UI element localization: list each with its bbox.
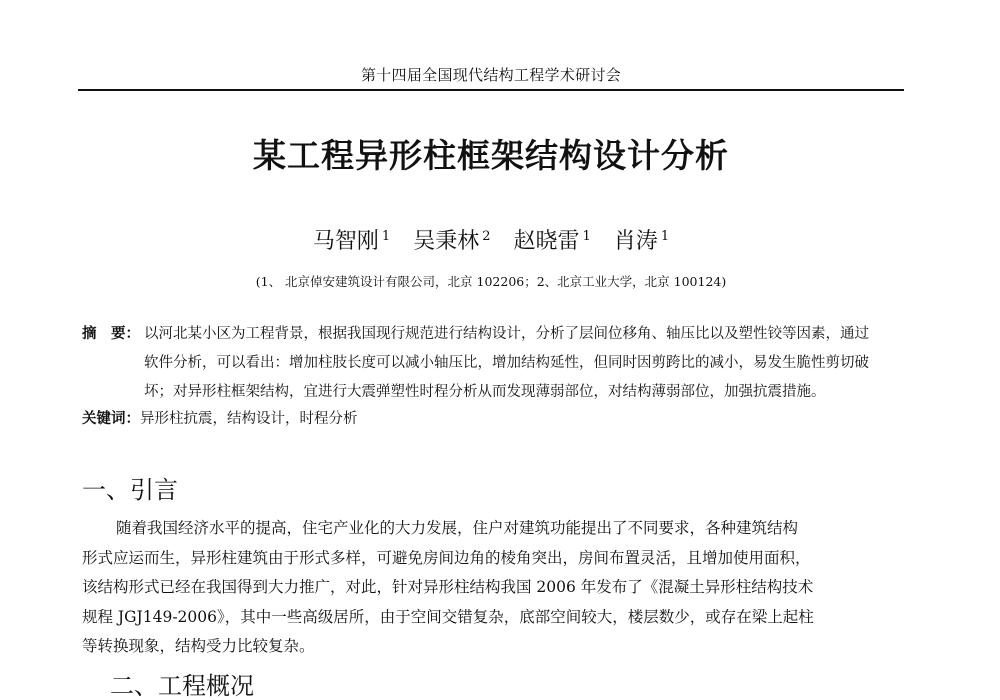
author-1 [313, 229, 390, 254]
author-affiliation-mark: 1 [381, 228, 391, 244]
abstract-line: 软件分析，可以看出：增加柱肢长度可以减小轴压比，增加结构延性，但同时因剪跨比的减小，易发生脆性剪切破 [144, 355, 869, 371]
paper-title: 某工程异形柱框架结构设计分析 [253, 136, 729, 175]
author-4 [614, 229, 669, 254]
author-name: 吴秉林 [413, 229, 480, 254]
section-heading-project-overview: 二、工程概况 [110, 672, 254, 700]
author-affiliation-mark: 2 [482, 228, 491, 244]
abstract-line: 以河北某小区为工程背景，根据我国现行规范进行结构设计，分析了层间位移角、轴压比以及塑性铰等因素，通过 [144, 326, 869, 342]
abstract [82, 320, 912, 407]
paragraph-line: 随着我国经济水平的提高，住宅产业化的大力发展，住户对建筑功能提出了不同要求，各种建筑结构 [116, 519, 799, 537]
author-3 [514, 229, 591, 254]
author-name: 赵晓雷 [513, 229, 580, 254]
header-rule [78, 89, 904, 91]
author-list [78, 224, 904, 255]
paragraph-line: 等转换现象，结构受力比较复杂。 [82, 637, 315, 655]
section-heading-introduction: 一、引言 [82, 476, 178, 504]
paragraph-line: 形式应运而生，异形柱建筑由于形式多样，可避免房间边角的棱角突出，房间布置灵活，且增加使用面积， [82, 548, 811, 567]
author-affiliation-mark: 1 [660, 228, 670, 244]
paragraph-line: 该结构形式已经在我国得到大力推广，对此，针对异形柱结构我国 2006 年发布了《混凝土异形柱结构技术 [82, 578, 814, 596]
keywords [82, 405, 912, 434]
conference-header: 第十四届全国现代结构工程学术研讨会 [360, 66, 622, 84]
author-name: 肖涛 [613, 229, 658, 254]
author-name: 马智刚 [312, 229, 379, 254]
affiliation: (1、 北京倬安建筑设计有限公司，北京 102206；2、北京工业大学，北京 100124) [255, 274, 727, 289]
abstract-label: 摘 要： [82, 326, 140, 342]
paragraph-line: 规程 JGJ149-2006》，其中一些高级居所，由于空间交错复杂，底部空间较大，楼层数少，或存在梁上起柱 [82, 607, 814, 626]
keywords-label: 关键词： [82, 411, 140, 427]
author-affiliation-mark: 1 [582, 228, 591, 244]
introduction-body [82, 514, 912, 662]
keywords-text: 异形柱抗震，结构设计，时程分析 [140, 411, 358, 427]
author-2 [413, 229, 490, 254]
abstract-line: 坏；对异形柱框架结构，宜进行大震弹塑性时程分析从而发现薄弱部位，对结构薄弱部位，加强抗震措施。 [144, 384, 826, 400]
